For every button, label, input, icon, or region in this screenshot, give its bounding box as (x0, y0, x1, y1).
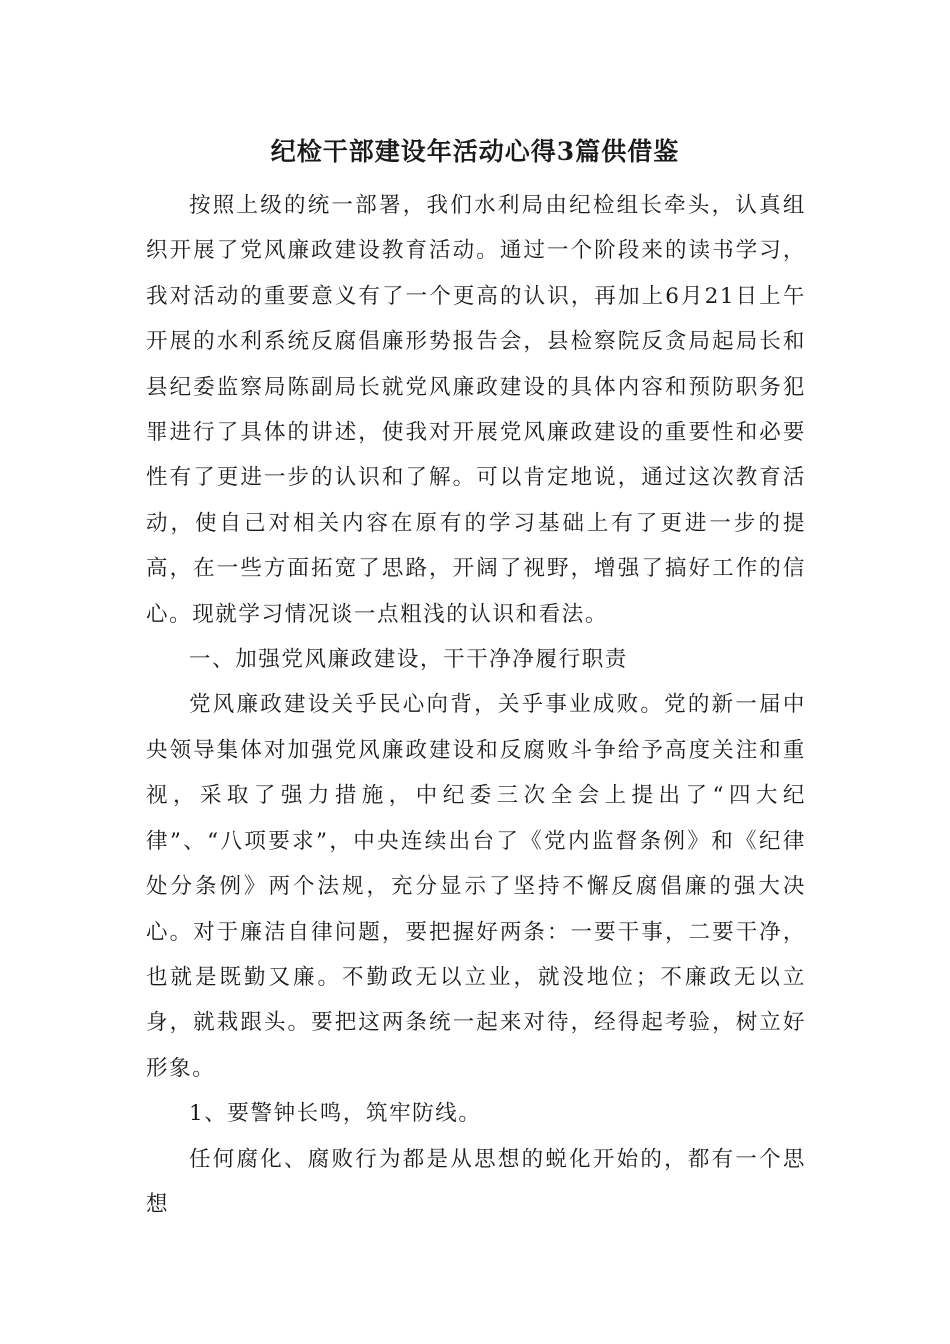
document-title: 纪检干部建设年活动心得3篇供借鉴 (270, 137, 680, 166)
subsection-heading-1: 1、要警钟长鸣，筑牢防线。 (189, 1101, 482, 1127)
paragraph-section-1: 党风廉政建设关乎民心向背，关乎事业成败。党的新一届中央领导集体对加强党风廉政建设和反腐败斗争给予高度关注和重视，采取了强力措施，中纪委三次全会上提出了“四大纪律”、“八项要求”，中央连续出台了《党内监督条例》和《纪律处分条例》两个法规，充分显示了坚持不懈反腐倡廉的强大决心。对于廉洁自律问题，要把握好两条：一要干事，二要干净，也就是既勤又廉。不勤政无以立业，就没地位；不廉政无以立身，就栽跟头。要把这两条统一起来对待，经得起考验，树立好形象。 (146, 692, 806, 1081)
paragraph-intro: 按照上级的统一部署，我们水利局由纪检组长牵头，认真组织开展了党风廉政建设教育活动。通过一个阶段来的读书学习，我对活动的重要意义有了一个更高的认识，再加上6月21日上午开展的水利系统反腐倡廉形势报告会，县检察院反贪局起局长和县纪委监察局陈副局长就党风廉政建设的具体内容和预防职务犯罪进行了具体的讲述，使我对开展党风廉政建设的重要性和必要性有了更进一步的认识和了解。可以肯定地说，通过这次教育活动，使自己对相关内容在原有的学习基础上有了更进一步的提高，在一些方面拓宽了思路，开阔了视野，增强了搞好工作的信心。现就学习情况谈一点粗浅的认识和看法。 (146, 193, 806, 627)
paragraph-subsection-1: 任何腐化、腐败行为都是从思想的蜕化开始的，都有一个思想 (146, 1146, 806, 1217)
section-heading-1: 一、加强党风廉政建设，干干净净履行职责 (189, 647, 628, 673)
document-body (146, 183, 806, 1227)
